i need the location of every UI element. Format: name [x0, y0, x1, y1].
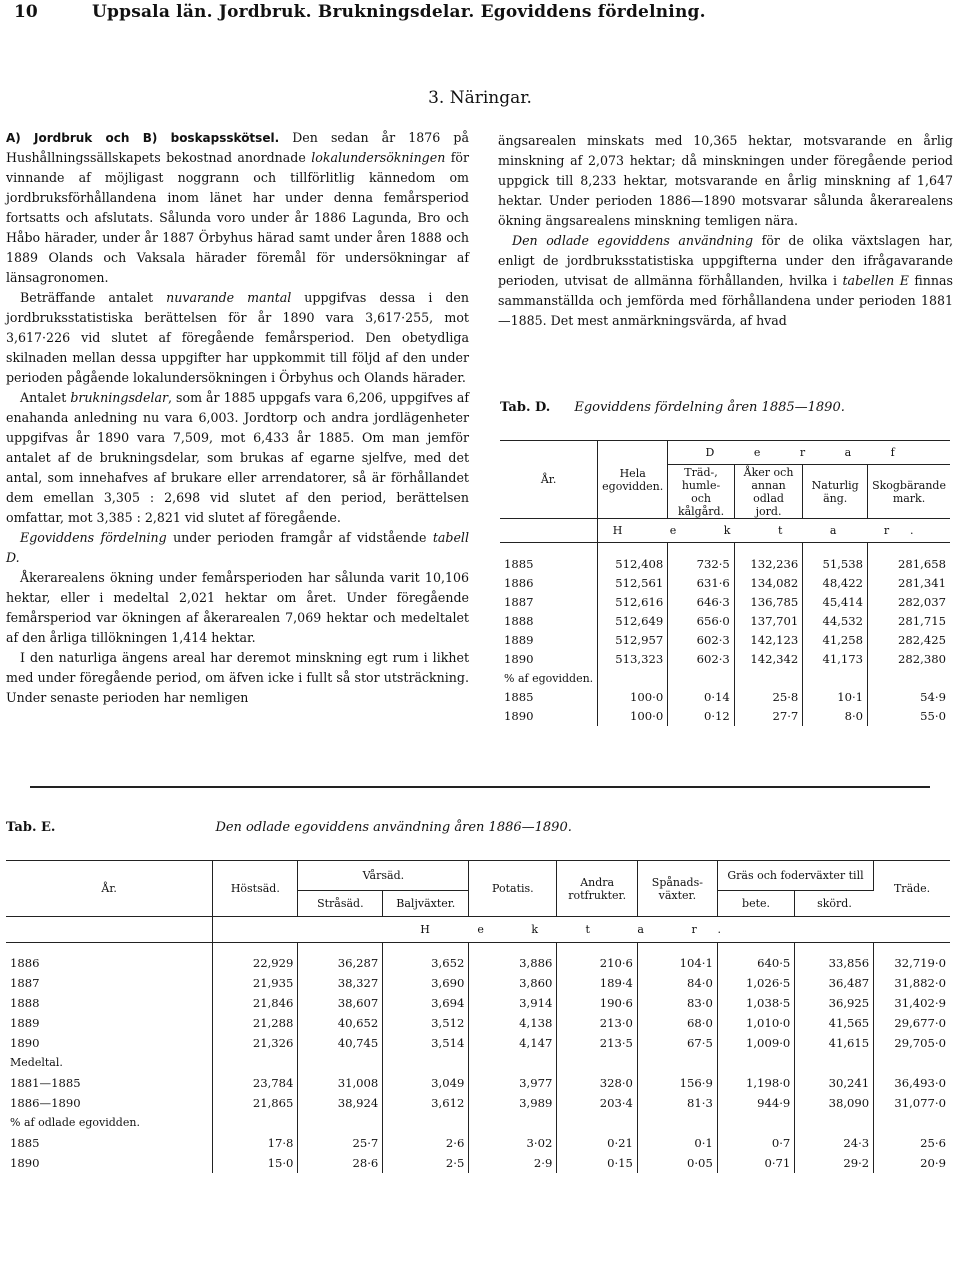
row-label-cell: 1890	[500, 650, 598, 669]
empty-cell	[868, 669, 950, 688]
value-cell: 0·15	[557, 1153, 638, 1173]
text-span: under perioden framgår af vidstående	[166, 530, 433, 545]
value-cell: 640·5	[717, 953, 794, 973]
empty-cell	[298, 1053, 383, 1073]
value-cell: 67·5	[637, 1033, 717, 1053]
value-cell: 513,323	[598, 650, 668, 669]
table-row	[6, 1093, 950, 1113]
value-cell: 41,565	[795, 1013, 874, 1033]
row-label-cell: 1885	[500, 555, 598, 574]
table-row	[6, 1073, 950, 1093]
empty-cell	[598, 669, 668, 688]
row-label-cell: 1890	[6, 1153, 213, 1173]
empty-cell	[383, 1113, 469, 1133]
value-cell: 213·0	[557, 1013, 638, 1033]
emphasis: tabell D.	[6, 530, 469, 565]
value-cell: 602·3	[668, 631, 735, 650]
table-row	[6, 973, 950, 993]
header-cell	[6, 917, 213, 943]
empty-cell	[637, 1113, 717, 1133]
text-span: finnas sammanställda och jemförda med förhållandena under perioden 1881—1885. Det mest anmärkningsvärda, af hvad	[498, 273, 953, 328]
empty-cell	[383, 1053, 469, 1073]
value-cell: 24·3	[795, 1133, 874, 1153]
value-cell: 0·7	[717, 1133, 794, 1153]
value-cell: 3,690	[383, 973, 469, 993]
value-cell: 45,414	[803, 593, 868, 612]
row-label-cell: 1889	[500, 631, 598, 650]
empty-cell	[383, 943, 469, 953]
table-subheading-row	[6, 1113, 950, 1133]
value-cell: 1,026·5	[717, 973, 794, 993]
value-cell: 944·9	[717, 1093, 794, 1113]
value-cell: 29,677·0	[894, 1015, 946, 1030]
value-cell: 281,341	[898, 576, 946, 590]
value-cell: 25·6	[920, 1135, 946, 1150]
paragraph-intro	[6, 128, 469, 288]
value-cell: 44,532	[803, 612, 868, 631]
paragraph-egovidd	[6, 528, 469, 568]
empty-cell	[717, 943, 794, 953]
value-cell: 512,957	[598, 631, 668, 650]
paragraph-mantal	[6, 288, 469, 388]
subheading-cell: % af egovidden.	[500, 669, 598, 688]
value-cell: 100·0	[598, 707, 668, 726]
value-cell: 3,860	[469, 973, 557, 993]
value-cell: 137,701	[734, 612, 802, 631]
value-cell: 0·71	[717, 1153, 794, 1173]
value-cell: 1,198·0	[717, 1073, 794, 1093]
value-cell: 3,652	[383, 953, 469, 973]
header-cell: Vårsäd.	[298, 861, 469, 891]
value-cell: 38,607	[298, 993, 383, 1013]
value-cell: 31,077·0	[894, 1095, 946, 1110]
empty-cell	[298, 943, 383, 953]
table-d-caption	[500, 400, 845, 415]
empty-cell	[469, 943, 557, 953]
value-cell: 142,342	[734, 650, 802, 669]
header-cell: Hela egovidden.	[598, 441, 668, 519]
value-cell: 203·4	[557, 1093, 638, 1113]
header-cell: Åker och annan odlad jord.	[734, 465, 802, 519]
value-cell: 31,402·9	[894, 995, 946, 1010]
empty-cell	[795, 1053, 874, 1073]
header-cell: D e r a f	[668, 441, 950, 465]
value-cell: 0·21	[557, 1133, 638, 1153]
value-cell: 32,719·0	[894, 955, 946, 970]
value-cell: 83·0	[637, 993, 717, 1013]
value-cell: 1,009·0	[717, 1033, 794, 1053]
left-text-column	[6, 128, 469, 708]
value-cell: 602·3	[668, 650, 735, 669]
paragraph-angsareal: ängsarealen minskats med 10,365 hektar, motsvarande en årlig minskning af 2,073 hektar; då minskningen under föregående period uppgick till 8,233 hektar, motsvarande en årlig minskning af 1,647 hektar. Under perioden 1886—1890 motsvarar sålunda åkerarealens ökning ängsarealens minskning temligen nära.	[498, 133, 953, 228]
table-d	[500, 440, 950, 726]
value-cell: 8·0	[803, 707, 868, 726]
header-cell: Träde.	[874, 861, 950, 917]
value-cell: 48,422	[803, 574, 868, 593]
value-cell: 31,882·0	[894, 975, 946, 990]
value-cell: 1,010·0	[717, 1013, 794, 1033]
value-cell: 2·5	[383, 1153, 469, 1173]
value-cell: 3,989	[469, 1093, 557, 1113]
table-row	[500, 631, 950, 650]
row-label-cell: 1885	[500, 688, 598, 707]
value-cell: 81·3	[637, 1093, 717, 1113]
empty-cell	[874, 1113, 950, 1133]
header-cell: Naturlig äng.	[803, 465, 868, 519]
value-cell: 38,924	[298, 1093, 383, 1113]
row-label-cell: 1881—1885	[6, 1073, 213, 1093]
header-cell: Höstsäd.	[213, 861, 298, 917]
spacer-row	[500, 543, 950, 555]
empty-cell	[734, 669, 802, 688]
spacer-row	[6, 943, 950, 953]
value-cell: 21,846	[213, 993, 298, 1013]
paragraph-heading: A) Jordbruk och B) boskapsskötsel.	[6, 131, 280, 145]
value-cell: 38,090	[795, 1093, 874, 1113]
value-cell: 512,408	[598, 555, 668, 574]
value-cell: 4,147	[469, 1033, 557, 1053]
value-cell: 282,037	[898, 595, 946, 609]
empty-cell	[213, 1113, 298, 1133]
empty-cell	[213, 1053, 298, 1073]
table-d-body	[500, 543, 950, 726]
row-label-cell: 1885	[6, 1133, 213, 1153]
row-label-cell: 1886—1890	[6, 1093, 213, 1113]
value-cell: 0·05	[637, 1153, 717, 1173]
table-subheading-row	[500, 669, 950, 688]
table-unit-row	[6, 917, 950, 943]
value-cell: 281,658	[898, 557, 946, 571]
header-cell: År.	[6, 861, 213, 917]
table-header-row	[500, 441, 950, 465]
empty-cell	[717, 1113, 794, 1133]
value-cell: 282,425	[898, 633, 946, 647]
header-cell: Potatis.	[469, 861, 557, 917]
value-cell: 4,138	[469, 1013, 557, 1033]
value-cell: 732·5	[668, 555, 735, 574]
section-divider	[30, 786, 930, 788]
value-cell: 29,705·0	[894, 1035, 946, 1050]
value-cell: 512,649	[598, 612, 668, 631]
value-cell: 646·3	[668, 593, 735, 612]
empty-cell	[469, 1053, 557, 1073]
value-cell: 136,785	[734, 593, 802, 612]
table-e-label: Tab. E.	[6, 820, 56, 835]
value-cell: 281,715	[898, 614, 946, 628]
value-cell: 512,616	[598, 593, 668, 612]
value-cell: 100·0	[598, 688, 668, 707]
empty-cell	[6, 943, 213, 953]
emphasis: nuvarande mantal	[166, 290, 292, 305]
emphasis: lokalundersökningen	[311, 150, 446, 165]
table-row	[500, 612, 950, 631]
value-cell: 27·7	[734, 707, 802, 726]
value-cell: 28·6	[298, 1153, 383, 1173]
table-row	[6, 1013, 950, 1033]
value-cell: 104·1	[637, 953, 717, 973]
table-row	[500, 650, 950, 669]
text-span: Beträffande antalet	[20, 290, 167, 305]
subheading-cell: Medeltal.	[6, 1053, 213, 1073]
value-cell: 3,694	[383, 993, 469, 1013]
table-header-row	[6, 861, 950, 891]
value-cell: 36,925	[795, 993, 874, 1013]
header-cell: Gräs och foderväxter till	[717, 861, 873, 891]
paragraph-anvandning	[498, 231, 953, 331]
value-cell: 15·0	[213, 1153, 298, 1173]
value-cell: 21,865	[213, 1093, 298, 1113]
value-cell: 0·14	[668, 688, 735, 707]
empty-cell	[637, 943, 717, 953]
empty-cell	[734, 543, 802, 555]
value-cell: 22,929	[213, 953, 298, 973]
row-label-cell: 1890	[500, 707, 598, 726]
value-cell: 25·7	[298, 1133, 383, 1153]
value-cell: 55·0	[920, 709, 946, 723]
value-cell: 134,082	[734, 574, 802, 593]
table-subheading-row	[6, 1053, 950, 1073]
empty-cell	[803, 669, 868, 688]
value-cell: 656·0	[668, 612, 735, 631]
value-cell: 3,612	[383, 1093, 469, 1113]
empty-cell	[803, 543, 868, 555]
row-label-cell: 1887	[500, 593, 598, 612]
header-cell: skörd.	[817, 897, 852, 910]
table-d-label: Tab. D.	[500, 400, 551, 415]
row-label-cell: 1888	[500, 612, 598, 631]
value-cell: 3,977	[469, 1073, 557, 1093]
value-cell: 631·6	[668, 574, 735, 593]
empty-cell	[795, 1113, 874, 1133]
empty-cell	[668, 543, 735, 555]
text-span: för vinnande af möjligast noggrann och tillförlitlig kännedom om jordbruksförhållandena inom länet har under denna femårsperiod fortsatts och afslutats. Sålunda voro under år 1886 Lagunda, Bro och Håbo härader, under år 1887 Örbyhus härad samt under åren 1888 och 1889 Olands och Vaksala härader föremål för undersökningar af länsagronomen.	[6, 150, 469, 285]
value-cell: 210·6	[557, 953, 638, 973]
emphasis: brukningsdelar	[70, 390, 169, 405]
table-row	[6, 1033, 950, 1053]
value-cell: 512,561	[598, 574, 668, 593]
row-label-cell: 1888	[6, 993, 213, 1013]
value-cell: 20·9	[920, 1155, 946, 1170]
empty-cell	[213, 943, 298, 953]
value-cell: 142,123	[734, 631, 802, 650]
text-span: Antalet	[20, 390, 71, 405]
row-label-cell: 1886	[6, 953, 213, 973]
empty-cell	[598, 543, 668, 555]
value-cell: 190·6	[557, 993, 638, 1013]
table-row	[6, 1153, 950, 1173]
table-e	[6, 860, 950, 1173]
header-cell: Träd-, humle- och kålgård.	[668, 465, 735, 519]
value-cell: 3,514	[383, 1033, 469, 1053]
empty-cell	[298, 1113, 383, 1133]
empty-cell	[637, 1053, 717, 1073]
value-cell: 21,326	[213, 1033, 298, 1053]
value-cell: 328·0	[557, 1073, 638, 1093]
value-cell: 36,287	[298, 953, 383, 973]
header-cell: H e k t a r.	[213, 917, 950, 943]
row-label-cell: 1886	[500, 574, 598, 593]
header-cell: Spånads-växter.	[637, 861, 717, 917]
value-cell: 3,049	[383, 1073, 469, 1093]
paragraph-ang: I den naturliga ängens areal har deremot minskning egt rum i likhet med under föregående period, om äfven icke i fullt så stor utsträckning. Under senaste perioden har nemligen	[6, 650, 469, 705]
empty-cell	[874, 943, 950, 953]
value-cell: 41,173	[803, 650, 868, 669]
value-cell: 3,886	[469, 953, 557, 973]
table-e-title: Den odlade egoviddens användning åren 1886—1890.	[215, 820, 572, 835]
value-cell: 51,538	[803, 555, 868, 574]
emphasis: tabellen E	[842, 273, 909, 288]
table-d-title: Egoviddens fördelning åren 1885—1890.	[574, 400, 845, 415]
text-span: för de olika växtslagen har, enligt de jordbruksstatistiska uppgifterna under den ifrågavarande perioden, utvisat de allmänna förhållanden, hvilka i	[498, 233, 954, 288]
table-row	[500, 707, 950, 726]
table-row	[500, 555, 950, 574]
value-cell: 2·6	[383, 1133, 469, 1153]
header-cell: H e k t a r.	[598, 519, 950, 543]
value-cell: 33,856	[795, 953, 874, 973]
value-cell: 21,288	[213, 1013, 298, 1033]
empty-cell	[868, 543, 950, 555]
table-row	[500, 574, 950, 593]
empty-cell	[500, 543, 598, 555]
value-cell: 38,327	[298, 973, 383, 993]
table-unit-row	[500, 519, 950, 543]
paragraph-brukningsdelar	[6, 388, 469, 528]
value-cell: 68·0	[637, 1013, 717, 1033]
value-cell: 36,493·0	[894, 1075, 946, 1090]
value-cell: 23,784	[213, 1073, 298, 1093]
table-e-caption	[6, 820, 572, 835]
header-cell: Baljväxter.	[383, 891, 469, 917]
value-cell: 41,615	[795, 1033, 874, 1053]
value-cell: 0·12	[668, 707, 735, 726]
value-cell: 2·9	[469, 1153, 557, 1173]
value-cell: 213·5	[557, 1033, 638, 1053]
value-cell: 31,008	[298, 1073, 383, 1093]
value-cell: 36,487	[795, 973, 874, 993]
value-cell: 189·4	[557, 973, 638, 993]
row-label-cell: 1890	[6, 1033, 213, 1053]
value-cell: 40,652	[298, 1013, 383, 1033]
value-cell: 0·1	[637, 1133, 717, 1153]
value-cell: 25·8	[734, 688, 802, 707]
empty-cell	[557, 1113, 638, 1133]
value-cell: 1,038·5	[717, 993, 794, 1013]
value-cell: 282,380	[898, 652, 946, 666]
table-row	[500, 593, 950, 612]
empty-cell	[717, 1053, 794, 1073]
table-e-body	[6, 943, 950, 1173]
table-row	[6, 993, 950, 1013]
table-row	[6, 1133, 950, 1153]
empty-cell	[469, 1113, 557, 1133]
paragraph-akerareal: Åkerarealens ökning under femårsperioden har sålunda varit 10,106 hektar, eller i medeltal 2,021 hektar om året. Under föregående femårsperiod var ökningen af åkerarealen 7,069 hektar och medeltalet af den årliga tillökningen 1,414 hektar.	[6, 570, 469, 645]
section-title: 3. Näringar.	[428, 88, 532, 108]
value-cell: 3,512	[383, 1013, 469, 1033]
emphasis: Den odlade egoviddens användning	[512, 233, 754, 248]
value-cell: 29·2	[795, 1153, 874, 1173]
value-cell: 3·02	[469, 1133, 557, 1153]
value-cell: 40,745	[298, 1033, 383, 1053]
text-span: , som år 1885 uppgafs vara 6,206, uppgifves af enahanda anledning nu vara 6,003. Jordtorp och andra jordlägenheter uppgifvas år 1890 vara 7,509, mot 6,433 år 1885. Om man jemför antalet af de brukningsdelar, som brukas af egarne sjelfve, med det antal, som innehafves af brukare eller arrendatorer, så är förhållandet dem emellan 3,305 : 2,698 vid slutet af den period, berättelsen omfattar, mot 3,385 : 2,821 vid slutet af föregående.	[6, 390, 470, 525]
value-cell: 132,236	[734, 555, 802, 574]
value-cell: 84·0	[637, 973, 717, 993]
value-cell: 21,935	[213, 973, 298, 993]
value-cell: 156·9	[637, 1073, 717, 1093]
page-header	[14, 2, 944, 26]
row-label-cell: 1889	[6, 1013, 213, 1033]
emphasis: Egoviddens fördelning	[20, 530, 167, 545]
header-cell: bete.	[717, 891, 794, 917]
empty-cell	[874, 1053, 950, 1073]
header-cell	[500, 519, 598, 543]
table-row	[500, 688, 950, 707]
value-cell: 54·9	[920, 690, 946, 704]
value-cell: 30,241	[795, 1073, 874, 1093]
header-cell: Stråsäd.	[298, 891, 383, 917]
table-row	[6, 953, 950, 973]
empty-cell	[668, 669, 735, 688]
row-label-cell: 1887	[6, 973, 213, 993]
text-span: uppgifvas dessa i den jordbruksstatistiska berättelsen för år 1890 vara 3,617·255, mot 3,617·226 vid slutet af föregående femårsperiod. Den obetydliga skilnaden mellan dessa uppgifter har uppkommit till följd af den under perioden pågående lokalundersökningen i Örbyhus och Olands härader.	[6, 290, 469, 385]
text-span: Den sedan år 1876 på Hushållningssällskapets bekostnad anordnade	[6, 130, 469, 165]
page-number: 10	[14, 2, 38, 22]
value-cell: 3,914	[469, 993, 557, 1013]
header-cell: Andra rotfrukter.	[557, 861, 638, 917]
value-cell: 10·1	[803, 688, 868, 707]
empty-cell	[557, 1053, 638, 1073]
running-title: Uppsala län. Jordbruk. Brukningsdelar. Egoviddens fördelning.	[92, 2, 706, 22]
empty-cell	[557, 943, 638, 953]
right-text-column	[498, 131, 953, 331]
empty-cell	[795, 943, 874, 953]
header-cell: År.	[500, 441, 598, 519]
value-cell: 41,258	[803, 631, 868, 650]
value-cell: 17·8	[213, 1133, 298, 1153]
subheading-cell: % af odlade egovidden.	[6, 1113, 213, 1133]
header-cell: Skogbärande mark.	[872, 478, 946, 505]
